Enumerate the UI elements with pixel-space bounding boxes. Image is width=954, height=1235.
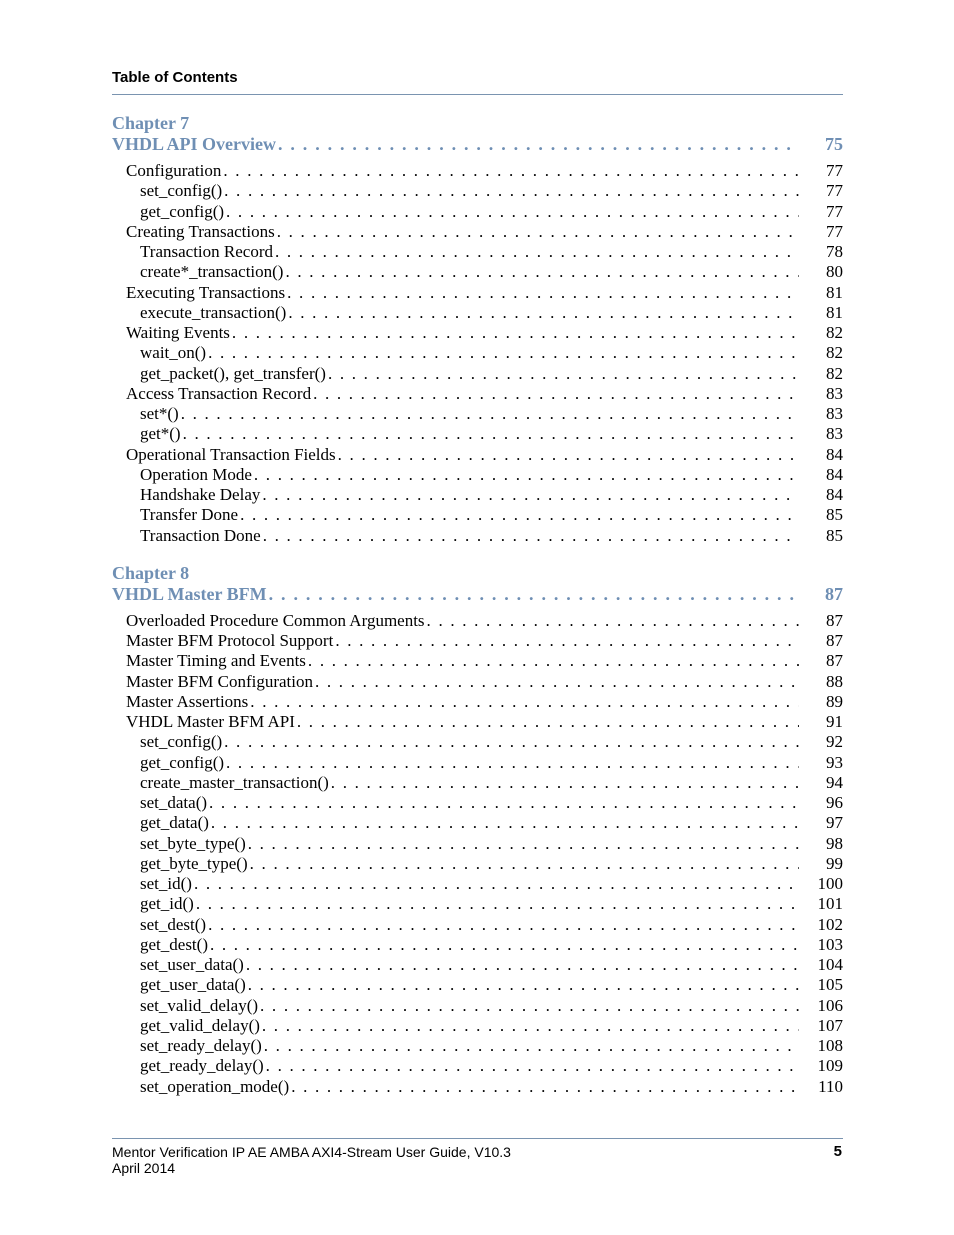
toc-entry-title: Waiting Events (126, 323, 230, 342)
toc-entry-title: Master BFM Configuration (126, 671, 313, 691)
dot-leader (308, 651, 799, 671)
toc-entry-page-number: 83 (826, 404, 843, 423)
toc-entry-link[interactable] (112, 404, 843, 424)
toc-entry-page-number: 81 (826, 302, 843, 322)
toc-entry-page-number: 87 (826, 651, 843, 671)
running-header: Table of Contents (112, 69, 238, 86)
dot-leader (262, 485, 799, 505)
toc-entry-title: Access Transaction Record (126, 383, 312, 403)
toc-entry-link[interactable] (112, 1056, 843, 1076)
footer-divider (112, 1138, 843, 1139)
toc-entry-page-number: 78 (826, 242, 843, 261)
toc-entry-link[interactable] (112, 485, 843, 505)
toc-entry-title: wait_on() (140, 343, 207, 363)
toc-entry-title: set_byte_type() (140, 833, 246, 853)
toc-entry-page-number: 88 (826, 671, 843, 691)
toc-entry-title: set_config() (140, 181, 223, 201)
toc-entry-page-number: 97 (826, 813, 843, 833)
chapter-heading-link[interactable] (112, 134, 843, 154)
dot-leader (208, 915, 799, 935)
dot-leader (250, 854, 799, 874)
dot-leader (196, 894, 799, 914)
chapter-section (112, 113, 843, 546)
toc-entry-title: set_config() (140, 732, 223, 752)
toc-entry-link[interactable] (112, 651, 843, 671)
dot-leader (331, 773, 799, 793)
toc-entry-page-number: 100 (817, 874, 843, 893)
toc-entry-title: get_ready_delay() (140, 1056, 264, 1076)
dot-leader (226, 753, 799, 773)
toc-entry-title: set_data() (140, 793, 208, 812)
toc-entry-title: get*() (140, 424, 181, 444)
dot-leader (248, 834, 799, 854)
toc-entry-title: Handshake Delay (140, 485, 261, 504)
toc-entry-link[interactable] (112, 753, 843, 773)
toc-entry-title: get_valid_delay() (140, 1015, 260, 1035)
toc-entry-page-number: 108 (817, 1036, 843, 1055)
toc-entry-page-number: 102 (817, 914, 843, 934)
dot-leader (287, 283, 799, 303)
toc-entry-link[interactable] (112, 222, 843, 242)
dot-leader (210, 935, 799, 955)
toc-entry-title: Transaction Done (140, 525, 261, 545)
toc-entry-title: create*_transaction() (140, 262, 284, 282)
dot-leader (246, 955, 799, 975)
toc-entry-page-number: 77 (826, 161, 843, 180)
toc-entry-title: create_master_transaction() (140, 772, 329, 792)
toc-entry-page-number: 89 (826, 691, 843, 711)
dot-leader (254, 465, 799, 485)
dot-leader (183, 424, 799, 444)
dot-leader (226, 202, 799, 222)
toc-entry-link[interactable] (112, 384, 843, 404)
toc-entry-link[interactable] (112, 996, 843, 1016)
toc-entry-link[interactable] (112, 445, 843, 465)
toc-entry-page-number: 84 (826, 444, 843, 464)
toc-entry-link[interactable] (112, 1036, 843, 1056)
dot-leader (194, 874, 799, 894)
dot-leader (297, 712, 799, 732)
toc-entry-link[interactable] (112, 955, 843, 975)
toc-entry-page-number: 99 (826, 853, 843, 873)
toc-entry-title: set_user_data() (140, 955, 244, 974)
toc-entry-title: get_config() (140, 201, 225, 221)
toc-entry-page-number: 92 (826, 732, 843, 752)
toc-entry-title: set*() (140, 404, 179, 423)
toc-entry-title: execute_transaction() (140, 302, 287, 322)
toc-entry-page-number: 109 (817, 1056, 843, 1076)
toc-entry-page-number: 81 (826, 282, 843, 302)
toc-entry-title: get_id() (140, 894, 194, 914)
toc-entry-title: set_ready_delay() (140, 1036, 262, 1055)
dot-leader (288, 303, 799, 323)
dot-leader (211, 813, 799, 833)
toc-entry-title: Operation Mode (140, 464, 252, 484)
toc-entry-link[interactable] (112, 161, 843, 181)
chapter-section (112, 563, 843, 1097)
dot-leader (313, 384, 799, 404)
toc-entry-page-number: 83 (826, 383, 843, 403)
toc-entry-page-number: 87 (826, 610, 843, 630)
dot-leader (224, 732, 799, 752)
toc-entry-title: set_id() (140, 874, 192, 893)
toc-entry-page-number: 80 (826, 262, 843, 282)
toc-entry-page-number: 105 (817, 975, 843, 995)
toc-entry-title: get_data() (140, 813, 209, 833)
toc-entry-page-number: 82 (826, 323, 843, 342)
toc-entry-title: set_operation_mode() (140, 1076, 290, 1096)
chapter-label-link[interactable]: Chapter 7 (112, 113, 190, 133)
toc-entry-page-number: 77 (826, 181, 843, 201)
dot-leader (240, 505, 799, 525)
toc-entry-page-number: 104 (817, 955, 843, 974)
toc-entry-link[interactable] (112, 854, 843, 874)
toc-entry-page-number: 77 (826, 201, 843, 221)
toc-entry-page-number: 110 (818, 1076, 843, 1096)
toc-entry-link[interactable] (112, 526, 843, 546)
toc-entry-page-number: 85 (826, 525, 843, 545)
toc-entry-title: get_config() (140, 752, 225, 772)
footer-date: April 2014 (112, 1160, 176, 1176)
chapter-heading-link[interactable] (112, 584, 843, 604)
toc-entry-title: Configuration (126, 161, 222, 180)
page-number: 5 (833, 1143, 842, 1160)
dot-leader (263, 526, 799, 546)
toc-entry-title: set_dest() (140, 914, 207, 934)
toc-entry-link[interactable] (112, 303, 843, 323)
toc-entry-title: Operational Transaction Fields (126, 444, 336, 464)
toc-entry-page-number: 101 (817, 894, 843, 914)
toc-entry-page-number: 94 (826, 772, 843, 792)
dot-leader (262, 1016, 799, 1036)
toc-entry-link[interactable] (112, 465, 843, 485)
toc-entry-page-number: 106 (817, 995, 843, 1015)
toc-entry-title: set_valid_delay() (140, 995, 259, 1015)
toc-entry-link[interactable] (112, 262, 843, 282)
toc-entry-title: Transaction Record (140, 242, 273, 261)
toc-entry-title: Master Assertions (126, 691, 249, 711)
toc-entry-link[interactable] (112, 692, 843, 712)
dot-leader (427, 611, 799, 631)
dot-leader (250, 692, 799, 712)
chapter-page-number: 75 (825, 134, 843, 154)
toc-entry-page-number: 85 (826, 505, 843, 525)
toc-entry-link[interactable] (112, 712, 843, 732)
dot-leader (328, 364, 799, 384)
toc-entry-link[interactable] (112, 834, 843, 854)
toc-entry-title: Master Timing and Events (126, 651, 306, 671)
toc-entry-link[interactable] (112, 424, 843, 444)
toc-entry-link[interactable] (112, 283, 843, 303)
toc-entry-link[interactable] (112, 793, 843, 813)
dot-leader (224, 181, 799, 201)
toc-entry-link[interactable] (112, 343, 843, 363)
toc-entry-link[interactable] (112, 874, 843, 894)
dot-leader (260, 996, 799, 1016)
toc-entry-link[interactable] (112, 202, 843, 222)
dot-leader (266, 1056, 799, 1076)
toc-entry-link[interactable] (112, 672, 843, 692)
toc-entry-link[interactable] (112, 1077, 843, 1097)
toc-entry-link[interactable] (112, 813, 843, 833)
toc-entry-page-number: 87 (826, 631, 843, 650)
toc-entry-title: Overloaded Procedure Common Arguments (126, 610, 425, 630)
toc-entry-title: get_packet(), get_transfer() (140, 363, 326, 383)
toc-entry-page-number: 84 (826, 464, 843, 484)
toc-entry-title: Master BFM Protocol Support (126, 631, 334, 650)
dot-leader (208, 343, 799, 363)
toc-entry-title: VHDL Master BFM API (126, 712, 295, 731)
toc-entry-link[interactable] (112, 242, 843, 262)
toc-entry-link[interactable] (112, 975, 843, 995)
toc-entry-page-number: 82 (826, 363, 843, 383)
dot-leader (209, 793, 799, 813)
dot-leader (232, 323, 799, 343)
toc-entry-link[interactable] (112, 631, 843, 651)
toc-entry-title: Creating Transactions (126, 221, 275, 241)
toc-entry-page-number: 107 (817, 1015, 843, 1035)
dot-leader (338, 445, 799, 465)
header-divider (112, 94, 843, 95)
chapter-label-link[interactable]: Chapter 8 (112, 562, 190, 583)
toc-entry-link[interactable] (112, 773, 843, 793)
toc-entry-page-number: 93 (826, 752, 843, 772)
toc-entry-page-number: 83 (826, 424, 843, 444)
dot-leader (277, 222, 799, 242)
toc-entry-link[interactable] (112, 894, 843, 914)
toc-entry-title: get_user_data() (140, 975, 246, 995)
dot-leader (285, 262, 799, 282)
chapter-title: VHDL API Overview (112, 134, 276, 154)
dot-leader (335, 631, 799, 651)
chapter-page-number: 87 (825, 583, 843, 604)
toc-entry-link[interactable] (112, 935, 843, 955)
chapter-title: VHDL Master BFM (112, 583, 267, 604)
dot-leader (264, 1036, 799, 1056)
toc-entry-title: Executing Transactions (126, 282, 286, 302)
toc-entry-link[interactable] (112, 1016, 843, 1036)
dot-leader (181, 404, 799, 424)
toc-entry-page-number: 98 (826, 833, 843, 853)
toc-entry-link[interactable] (112, 181, 843, 201)
toc-entry-page-number: 103 (817, 934, 843, 954)
toc-entry-title: get_dest() (140, 934, 208, 954)
dot-leader (291, 1077, 799, 1097)
toc-entry-link[interactable] (112, 611, 843, 631)
toc-entry-page-number: 84 (826, 485, 843, 504)
toc-entry-link[interactable] (112, 915, 843, 935)
toc-entry-title: get_byte_type() (140, 853, 248, 873)
dot-leader (315, 672, 799, 692)
dot-leader (248, 975, 799, 995)
table-of-contents (112, 113, 843, 1097)
toc-entry-link[interactable] (112, 505, 843, 525)
footer-document-title: Mentor Verification IP AE AMBA AXI4-Stream User Guide, V10.3 (112, 1144, 511, 1160)
dot-leader (269, 584, 799, 604)
toc-entry-link[interactable] (112, 323, 843, 343)
toc-entry-page-number: 96 (826, 793, 843, 812)
toc-entry-link[interactable] (112, 732, 843, 752)
dot-leader (275, 242, 799, 262)
toc-entry-page-number: 77 (826, 221, 843, 241)
dot-leader (223, 161, 799, 181)
toc-entry-page-number: 91 (826, 712, 843, 731)
dot-leader (278, 134, 799, 154)
toc-entry-page-number: 82 (826, 343, 843, 363)
toc-entry-link[interactable] (112, 364, 843, 384)
toc-entry-title: Transfer Done (140, 505, 239, 525)
